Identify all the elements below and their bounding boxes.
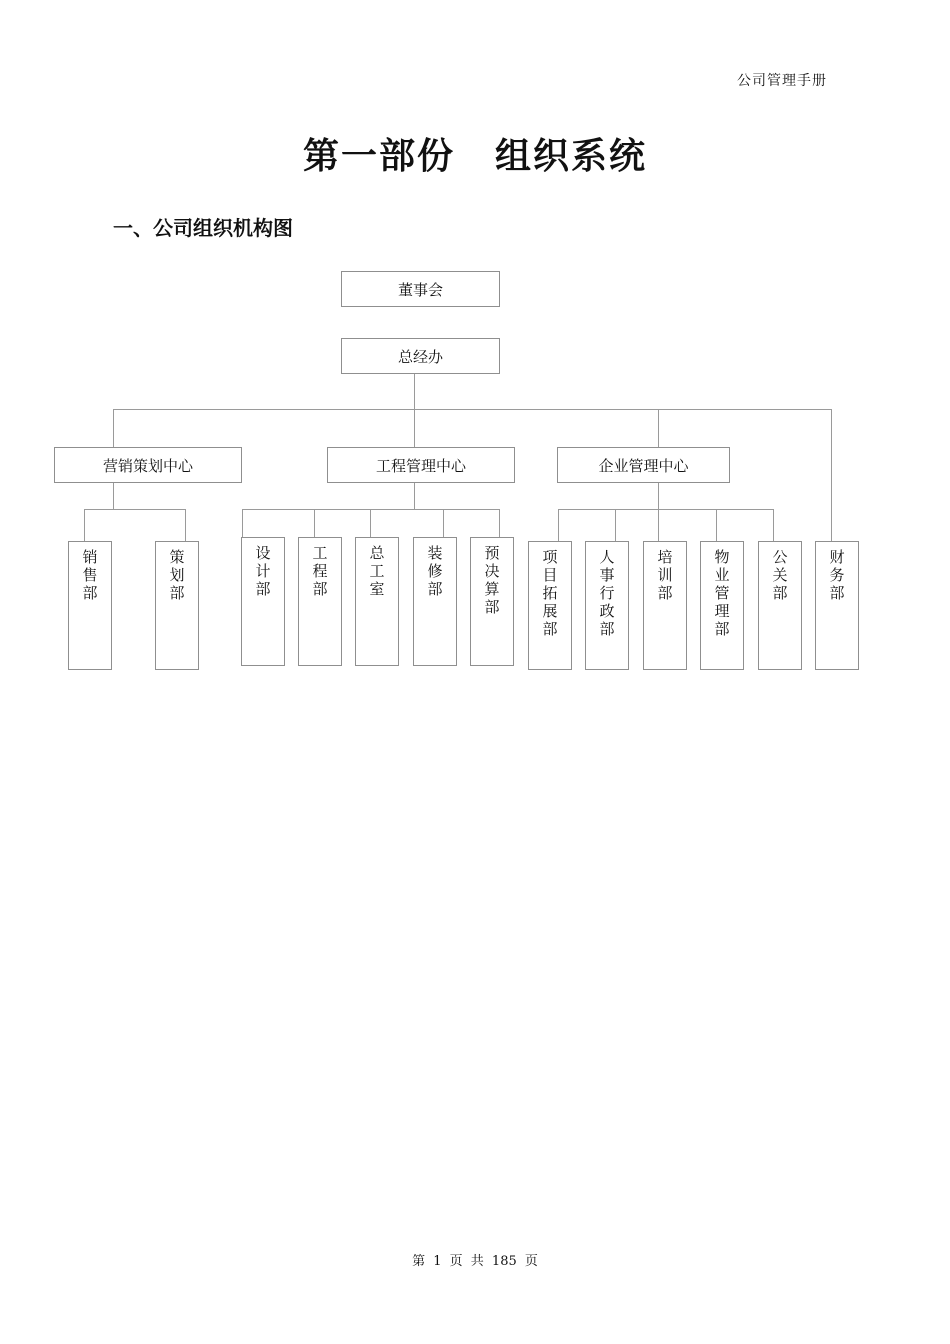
- connector-line: [113, 409, 114, 449]
- dept-char: 目: [542, 566, 558, 584]
- dept-char: 务: [829, 566, 845, 584]
- dept-char: 物: [714, 548, 730, 566]
- connector-line: [370, 509, 371, 538]
- dept-char: 理: [714, 602, 730, 620]
- running-header: 公司管理手册: [737, 73, 827, 89]
- dept-char: 部: [312, 580, 328, 598]
- center-label: 企业管理中心: [598, 456, 689, 475]
- ceo-office-box: [341, 338, 500, 374]
- ceo-office-label: 总经办: [397, 347, 443, 366]
- dept-char: 部: [82, 584, 98, 602]
- dept-char: 人: [599, 548, 615, 566]
- dept-char: 关: [772, 566, 788, 584]
- title-name: 组织系统: [495, 136, 648, 177]
- connector-line: [773, 509, 774, 542]
- connector-line: [831, 409, 832, 542]
- dept-box-budget: [470, 537, 514, 666]
- dept-box-design: [241, 537, 285, 666]
- connector-line: [615, 509, 616, 542]
- dept-char: 装: [427, 544, 443, 562]
- dept-char: 工: [312, 544, 328, 562]
- connector-line: [443, 509, 444, 538]
- connector-line: [84, 509, 85, 542]
- connector-line: [658, 482, 659, 542]
- title-part: 第一部份: [302, 136, 455, 177]
- dept-char: 部: [427, 580, 443, 598]
- dept-char: 项: [542, 548, 558, 566]
- connector-line: [113, 482, 114, 509]
- dept-char: 程: [312, 562, 328, 580]
- dept-char: 售: [82, 566, 98, 584]
- dept-box-project-expansion: [528, 541, 572, 670]
- connector-line: [414, 482, 415, 509]
- dept-char: 计: [255, 562, 271, 580]
- dept-char: 部: [657, 584, 673, 602]
- dept-char: 算: [484, 580, 500, 598]
- board-box: [341, 271, 500, 307]
- dept-box-planning: [155, 541, 199, 670]
- connector-line: [185, 509, 186, 542]
- connector-line: [242, 509, 500, 510]
- dept-char: 部: [484, 598, 500, 616]
- dept-char: 策: [169, 548, 185, 566]
- dept-char: 业: [714, 566, 730, 584]
- dept-box-decoration: [413, 537, 457, 666]
- section-heading: 一、公司组织机构图: [113, 216, 293, 240]
- dept-box-hr-admin: [585, 541, 629, 670]
- dept-char: 培: [657, 548, 673, 566]
- dept-char: 部: [599, 620, 615, 638]
- dept-char: 训: [657, 566, 673, 584]
- dept-char: 预: [484, 544, 500, 562]
- dept-char: 划: [169, 566, 185, 584]
- dept-char: 室: [369, 580, 385, 598]
- board-label: 董事会: [397, 280, 443, 299]
- connector-line: [658, 409, 659, 449]
- center-box-marketing: [54, 447, 242, 483]
- dept-char: 工: [369, 562, 385, 580]
- dept-char: 部: [169, 584, 185, 602]
- dept-char: 修: [427, 562, 443, 580]
- dept-char: 总: [369, 544, 385, 562]
- dept-char: 政: [599, 602, 615, 620]
- dept-box-training: [643, 541, 687, 670]
- dept-char: 财: [829, 548, 845, 566]
- center-box-engineering: [327, 447, 515, 483]
- dept-box-finance: [815, 541, 859, 670]
- dept-char: 决: [484, 562, 500, 580]
- dept-char: 行: [599, 584, 615, 602]
- dept-char: 部: [542, 620, 558, 638]
- connector-line: [242, 509, 243, 538]
- connector-line: [716, 509, 717, 542]
- connector-line: [113, 409, 832, 410]
- dept-char: 部: [829, 584, 845, 602]
- center-label: 营销策划中心: [102, 456, 193, 475]
- connector-line: [558, 509, 774, 510]
- dept-box-public-relations: [758, 541, 802, 670]
- dept-box-chief-engineer: [355, 537, 399, 666]
- connector-line: [84, 509, 186, 510]
- dept-char: 拓: [542, 584, 558, 602]
- dept-char: 设: [255, 544, 271, 562]
- connector-line: [558, 509, 559, 542]
- dept-box-engineering: [298, 537, 342, 666]
- center-box-enterprise: [557, 447, 730, 483]
- dept-char: 管: [714, 584, 730, 602]
- dept-box-sales: [68, 541, 112, 670]
- connector-line: [499, 509, 500, 538]
- dept-char: 公: [772, 548, 788, 566]
- connector-line: [314, 509, 315, 538]
- dept-char: 部: [255, 580, 271, 598]
- page-footer: 第 1 页 共 185 页: [412, 1254, 538, 1269]
- dept-char: 部: [772, 584, 788, 602]
- dept-char: 部: [714, 620, 730, 638]
- dept-char: 事: [599, 566, 615, 584]
- dept-char: 展: [542, 602, 558, 620]
- dept-box-property: [700, 541, 744, 670]
- dept-char: 销: [82, 548, 98, 566]
- center-label: 工程管理中心: [375, 456, 466, 475]
